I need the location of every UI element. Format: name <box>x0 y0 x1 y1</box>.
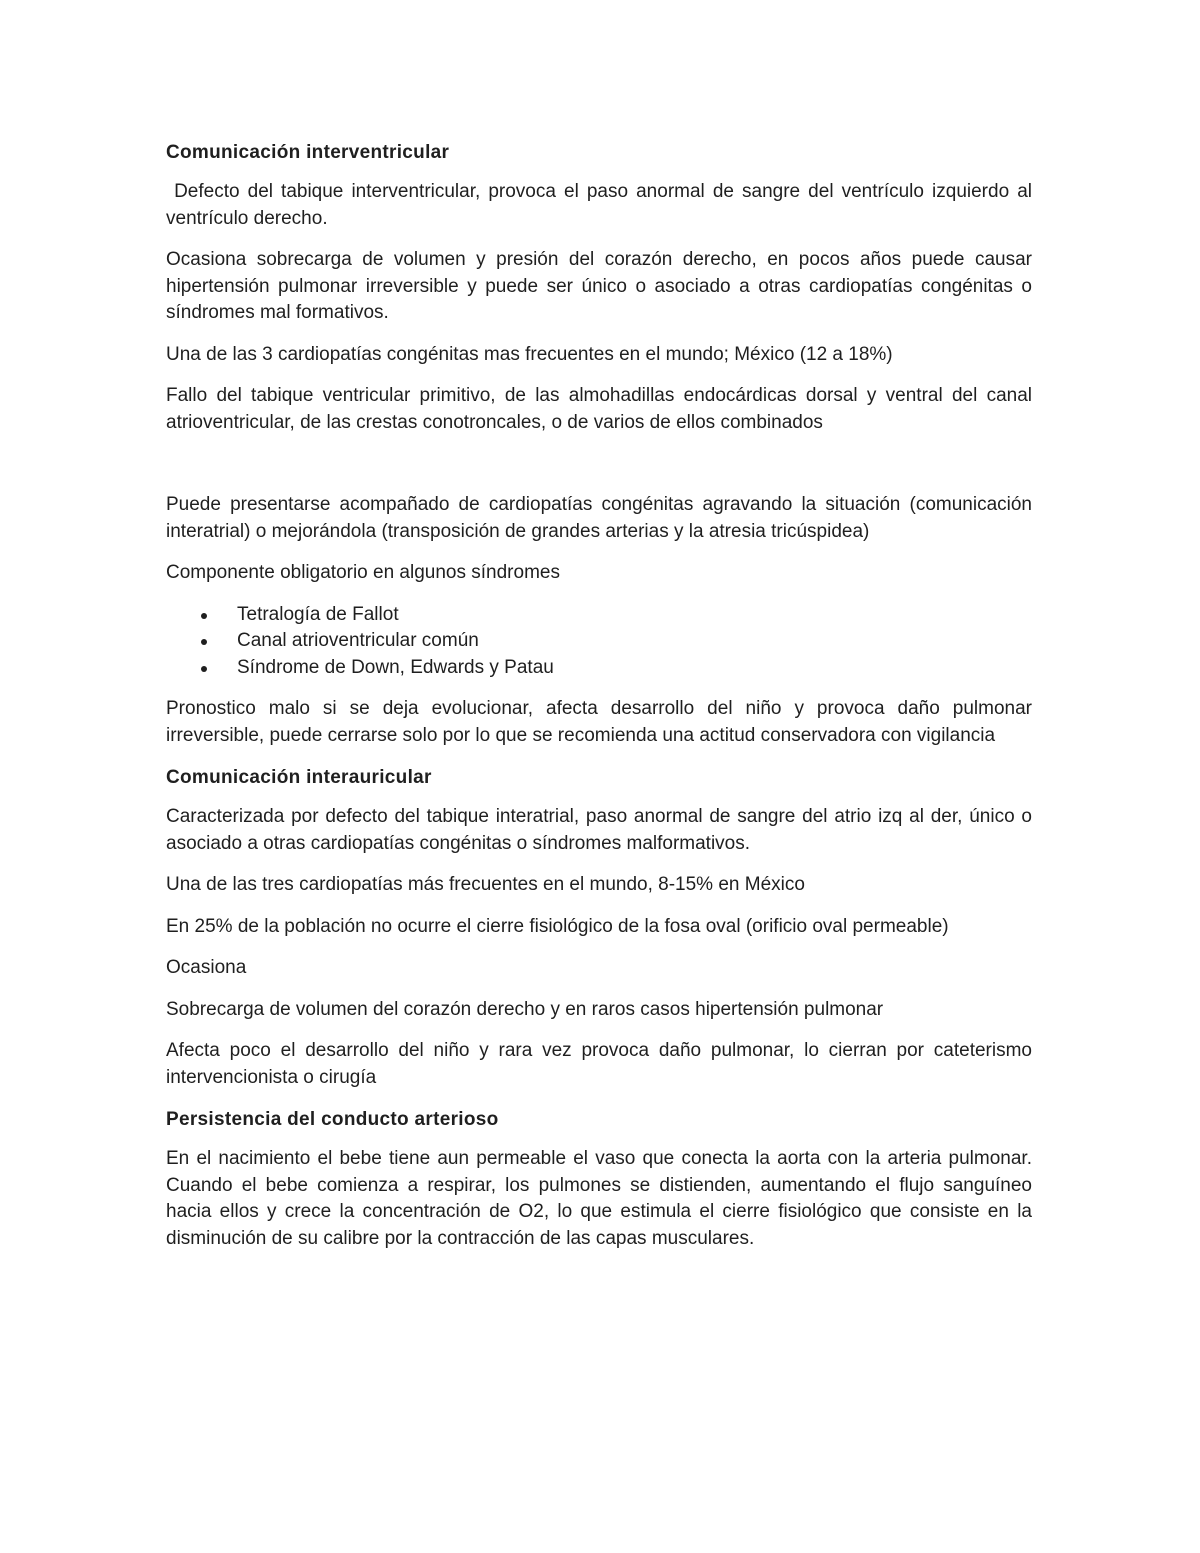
syndrome-list <box>166 602 1032 682</box>
paragraph: Ocasiona <box>166 957 247 978</box>
section-heading-conducto-arterioso: Persistencia del conducto arterioso <box>166 1109 499 1130</box>
paragraph: Una de las tres cardiopatías más frecuentes en el mundo, 8-15% en México <box>166 874 805 895</box>
section-heading-interventricular: Comunicación interventricular <box>166 142 450 163</box>
list-item-label: Síndrome de Down, Edwards y Patau <box>237 656 554 678</box>
paragraph: En 25% de la población no ocurre el cierre fisiológico de la fosa oval (orificio oval permeable) <box>166 915 949 937</box>
list-item-label: Tetralogía de Fallot <box>237 603 399 625</box>
paragraph: Puede presentarse acompañado de cardiopatías congénitas agravando la situación (comunicación interatrial) o mejorándola (transposición de grandes arterias y la atresia tricúspidea) <box>166 494 1032 542</box>
bullet-icon <box>201 666 207 672</box>
section-heading-interauricular: Comunicación interauricular <box>166 767 432 788</box>
list-item <box>166 628 1032 655</box>
list-item <box>166 602 1032 629</box>
list-item <box>166 655 1032 682</box>
paragraph: Pronostico malo si se deja evolucionar, afecta desarrollo del niño y provoca daño pulmonar irreversible, puede cerrarse solo por lo que se recomienda una actitud conservadora con vigilancia <box>166 698 1032 746</box>
paragraph: Una de las 3 cardiopatías congénitas mas frecuentes en el mundo; México (12 a 18%) <box>166 343 893 365</box>
paragraph: Ocasiona sobrecarga de volumen y presión del corazón derecho, en pocos años puede causar hipertensión pulmonar irreversible y puede ser único o asociado a otras cardiopatías congénitas o síndromes mal formativos. <box>166 249 1032 323</box>
bullet-icon <box>201 639 207 645</box>
paragraph: En el nacimiento el bebe tiene aun permeable el vaso que conecta la aorta con la arteria pulmonar. Cuando el bebe comienza a respirar, los pulmones se distienden, aumentando el flujo sanguíneo hacia ellos y crece la concentración de O2, lo que estimula el cierre fisiológico que consiste en la disminución de su calibre por la contracción de las capas musculares. <box>166 1148 1032 1249</box>
document-body <box>166 139 1038 1252</box>
paragraph: Componente obligatorio en algunos síndromes <box>166 562 560 583</box>
list-item-label: Canal atrioventricular común <box>237 630 479 651</box>
paragraph: Fallo del tabique ventricular primitivo, de las almohadillas endocárdicas dorsal y ventral del canal atrioventricular, de las crestas conotroncales, o de varios de ellos combinados <box>166 385 1032 433</box>
bullet-icon <box>201 613 207 619</box>
paragraph: Afecta poco el desarrollo del niño y rara vez provoca daño pulmonar, lo cierran por cateterismo intervencionista o cirugía <box>166 1040 1032 1088</box>
paragraph: Caracterizada por defecto del tabique interatrial, paso anormal de sangre del atrio izq al der, único o asociado a otras cardiopatías congénitas o síndromes malformativos. <box>166 806 1032 854</box>
paragraph: Sobrecarga de volumen del corazón derecho y en raros casos hipertensión pulmonar <box>166 998 884 1020</box>
paragraph: Defecto del tabique interventricular, provoca el paso anormal de sangre del ventrículo izquierdo al ventrículo derecho. <box>166 181 1038 229</box>
